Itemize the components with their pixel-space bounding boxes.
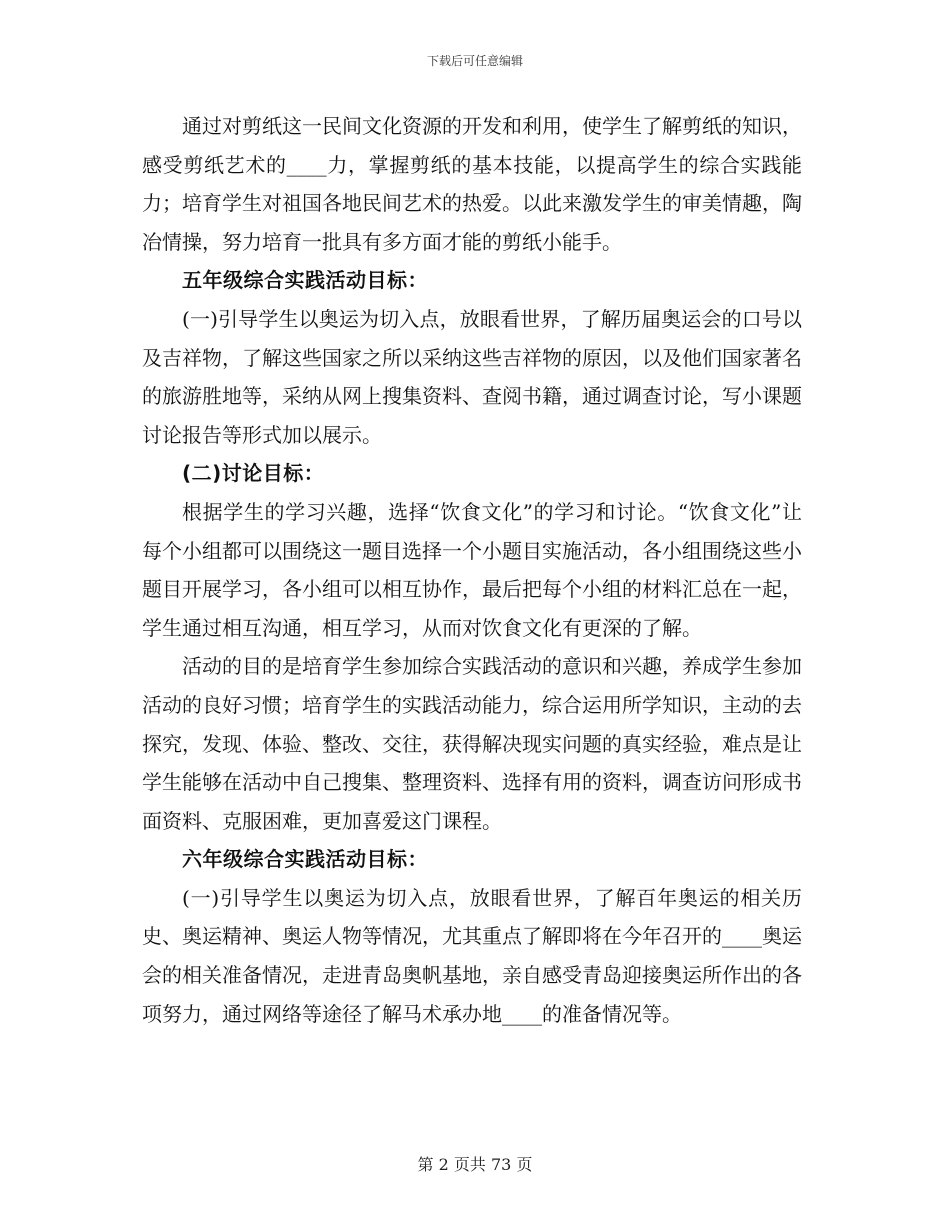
- heading-research-goals: (二)讨论目标：: [182, 461, 325, 486]
- paragraph-food-culture: 根据学生的学习兴趣，选择“饮食文化”的学习和讨论。“饮食文化”让每个小组都可以围绕这一题目选择一个小题目实施活动，各小组围绕这些小题目开展学习，各小组可以相互协作，最后把每个小组的材料汇总在一起，学生通过相互沟通，相互学习，从而对饮食文化有更深的了解。: [142, 499, 802, 640]
- paragraph-intro: 通过对剪纸这一民间文化资源的开发和利用，使学生了解剪纸的知识，感受剪纸艺术的____力，掌握剪纸的基本技能，以提高学生的综合实践能力；培育学生对祖国各地民间艺术的热爱。以此来激发学生的审美情趣，陶冶情操，努力培育一批具有多方面才能的剪纸小能手。: [142, 114, 802, 254]
- heading-grade-five-goals: 五年级综合实践活动目标：: [182, 268, 428, 293]
- document-body: [142, 107, 802, 1033]
- paragraph-grade-five-goal-one: (一)引导学生以奥运为切入点，放眼看世界，了解历届奥运会的口号以及吉祥物，了解这些国家之所以采纳这些吉祥物的原因，以及他们国家著名的旅游胜地等，采纳从网上搜集资料、查阅书籍，通过调查讨论，写小课题讨论报告等形式加以展示。: [142, 306, 802, 447]
- paragraph-grade-six-goal-one: (一)引导学生以奥运为切入点，放眼看世界，了解百年奥运的相关历史、奥运精神、奥运人物等情况，尤其重点了解即将在今年召开的____奥运会的相关准备情况，走进青岛奥帆基地，亲自感受青岛迎接奥运所作出的各项努力，通过网络等途径了解马术承办地____的准备情况等。: [142, 885, 802, 1026]
- paragraph-activity-purpose: 活动的目的是培育学生参加综合实践活动的意识和兴趣，养成学生参加活动的良好习惯；培育学生的实践活动能力，综合运用所学知识，主动的去探究，发现、体验、整改、交往，获得解决现实问题的真实经验，难点是让学生能够在活动中自己搜集、整理资料、选择有用的资料，调查访问形成书面资料、克服困难，更加喜爱这门课程。: [142, 654, 802, 833]
- page-header-note: 下载后可任意编辑: [426, 54, 523, 68]
- page-number-footer: 第 2 页共 73 页: [417, 1155, 533, 1174]
- heading-grade-six-goals: 六年级综合实践活动目标：: [182, 847, 428, 872]
